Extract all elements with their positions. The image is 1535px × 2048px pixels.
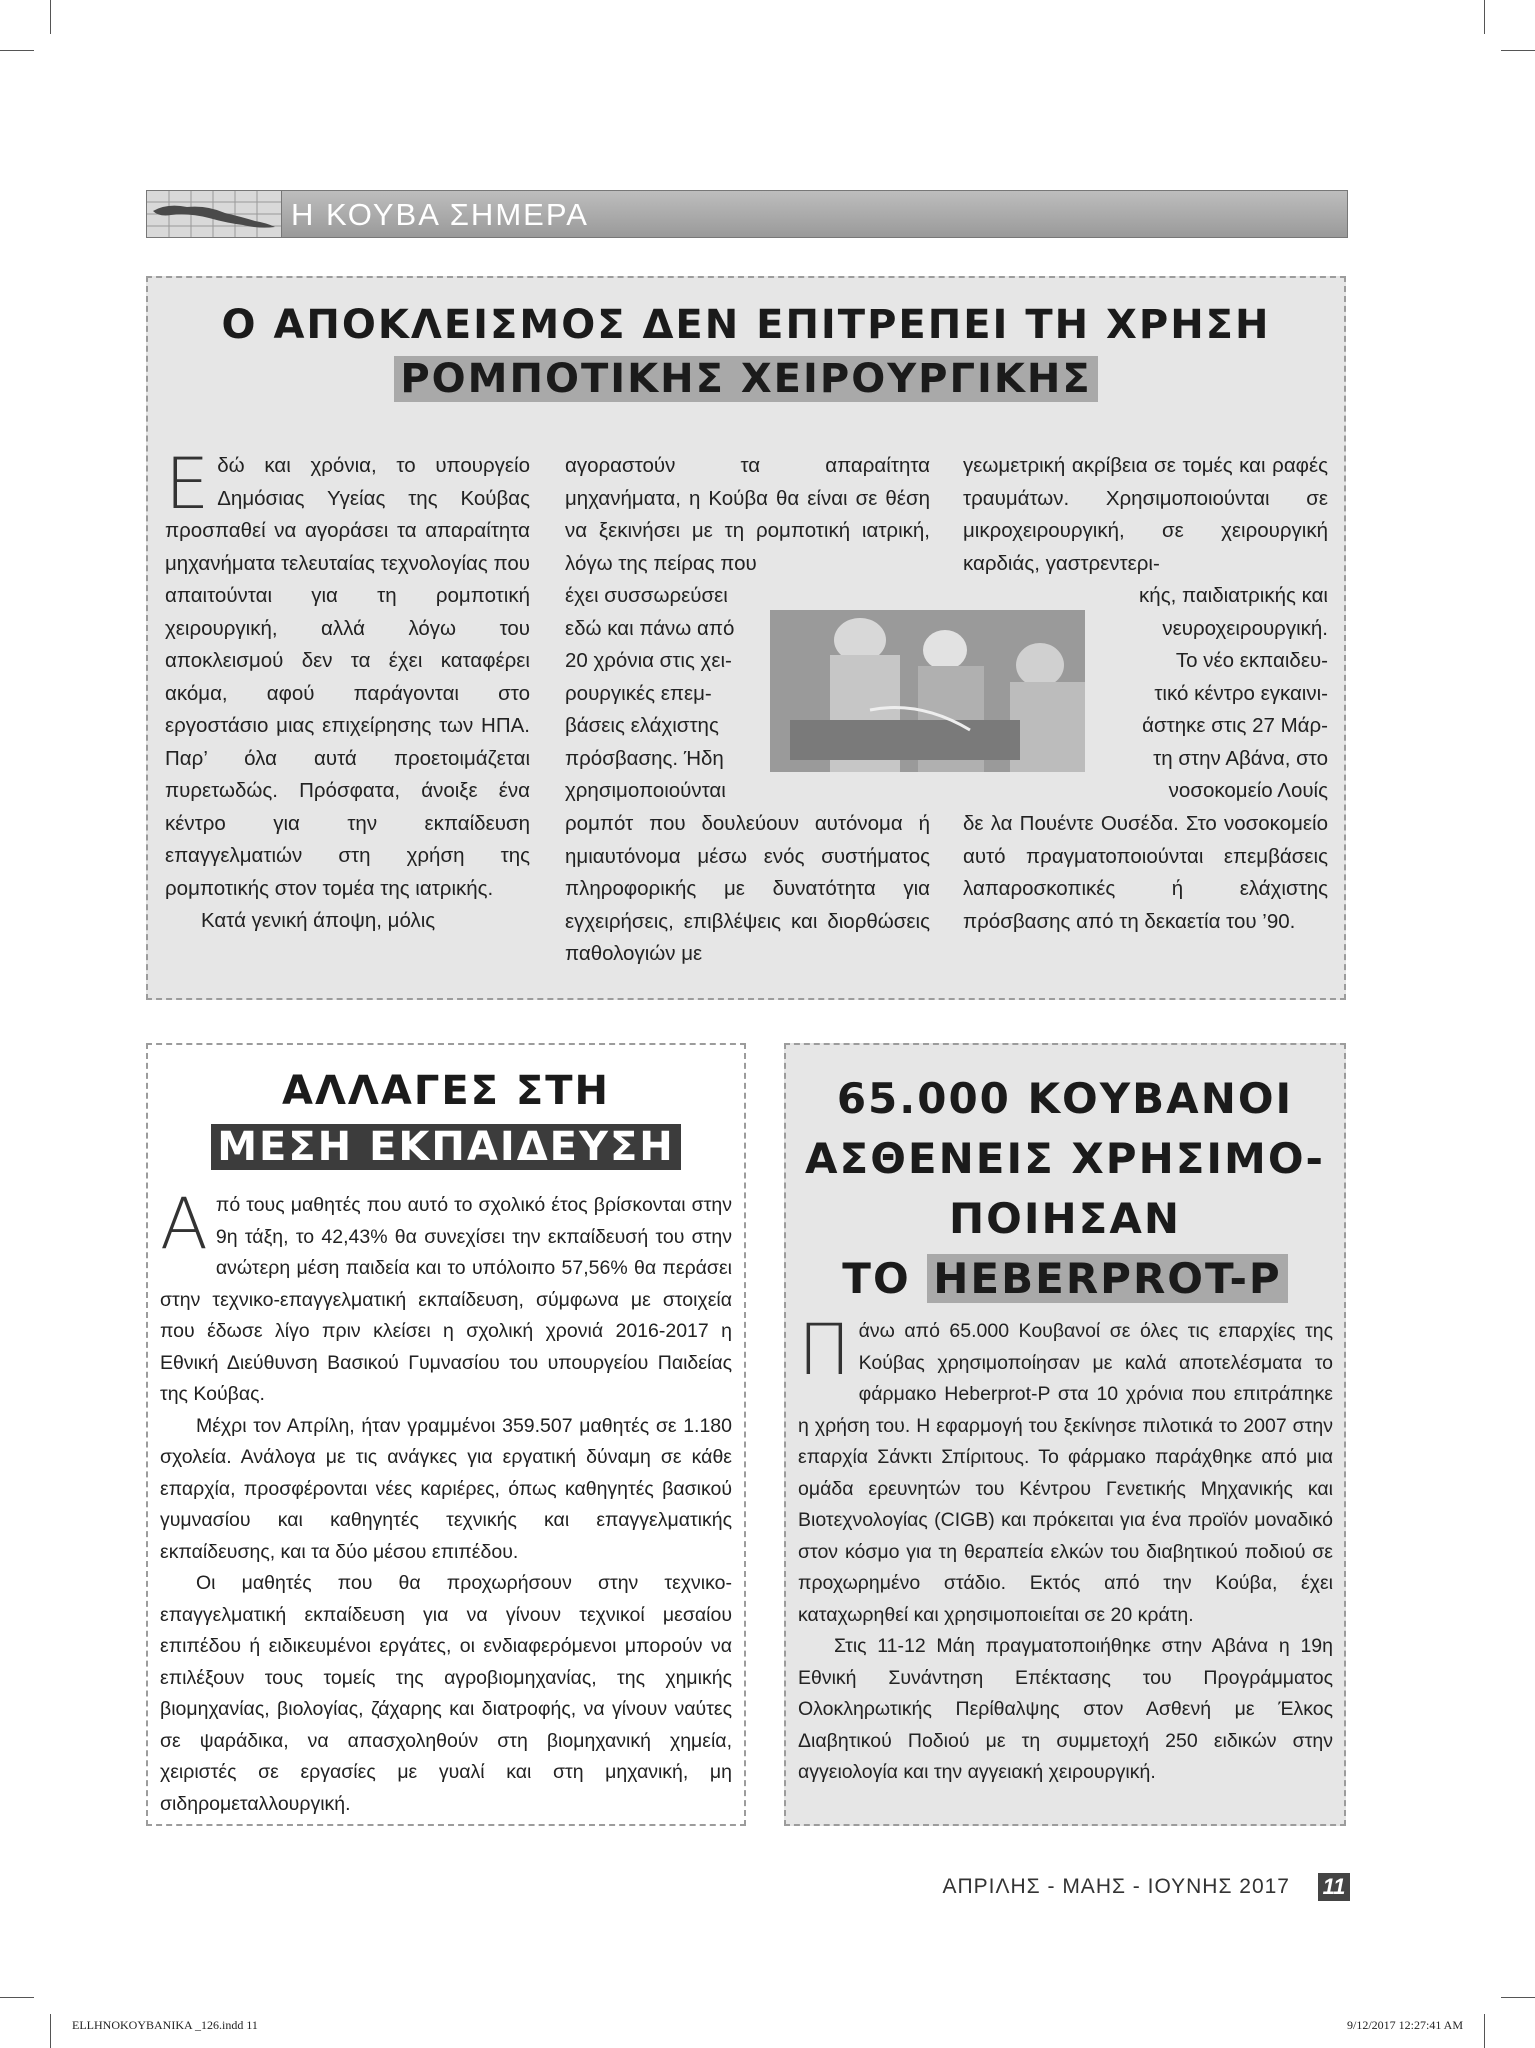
article1-title-line2: ΡΟΜΠΟΤΙΚΗΣ ΧΕΙΡΟΥΡΓΙΚΗΣ [394,356,1097,402]
crop-mark [0,50,34,51]
article3-title-line2: ΑΣΘΕΝΕΙΣ ΧΡΗΣΙΜΟ- [805,1134,1325,1183]
article1-title-line1: Ο ΑΠΟΚΛΕΙΣΜΟΣ ΔΕΝ ΕΠΙΤΡΕΠΕΙ ΤΗ ΧΡΗΣΗ [221,302,1271,348]
wrap-line: τικό κέντρο εγκαινι- [1154,681,1328,705]
article1-col2-text: αγοραστούν τα απαραίτητα μηχανήματα, η Κούβα θα είναι σε θέση να ξεκινήσει με τη ρομποτική ιατρική, λόγω της πείρας που [565,454,930,575]
article2-title-line2: ΜΕΣΗ ΕΚΠΑΙΔΕΥΣΗ [211,1124,681,1170]
drop-cap: Α [160,1183,208,1265]
wrap-line: ρουργικές επεμ- [565,681,712,705]
section-title: Η ΚΟΥΒΑ ΣΗΜΕΡΑ [291,197,589,232]
article3-body [798,1309,1333,1789]
article3-title-line1: 65.000 ΚΟΥΒΑΝΟΙ [836,1074,1294,1123]
article1-column2-wrap [565,580,763,808]
article1-column1 [165,443,530,938]
wrap-line: εδώ και πάνω από [565,616,735,640]
crop-mark [0,1997,34,1998]
crop-mark [1501,1997,1535,1998]
article3-title-line4a: ΤΟ [842,1254,911,1303]
article3-p2: Στις 11-12 Μάη πραγματοποιήθηκε στην Αβάνα η 19η Εθνική Συνάντηση Επέκτασης του Προγράμματος Ολοκληρωτικής Περίθαλψης στον Ασθενή με Έλκος Διαβητικού Ποδιού με τη συμμετοχή 250 ειδικών στην αγγειολογία και την αγγειακή χειρουργική. [798,1635,1333,1783]
wrap-line: τη στην Αβάνα, στο [1153,746,1328,770]
wrap-line: πρόσβασης. Ήδη [565,746,724,770]
surgery-photo-icon [770,610,1085,772]
issue-date: ΑΠΡΙΛΗΣ - ΜΑΗΣ - ΙΟΥΝΗΣ 2017 [942,1875,1290,1898]
file-slug: ELLHNOKOYBANIKA _126.indd 11 [72,2018,258,2032]
print-timestamp: 9/12/2017 12:27:41 AM [1346,2018,1463,2032]
wrap-line: κής, παιδιατρικής και [1139,584,1328,607]
article2-body [160,1183,732,1820]
article1-column3-bottom [963,808,1328,938]
drop-cap: Ε [165,443,210,525]
article1-title [148,298,1344,406]
wrap-line: 20 χρόνια στις χει- [565,649,732,672]
article1-column3-top [963,450,1328,580]
crop-mark [50,0,51,34]
wrap-line: νοσοκομείο Λουίς [1168,779,1328,802]
article1-col1-text2: Κατά γενική άποψη, μόλις [201,909,436,932]
article1-col1-text: δώ και χρόνια, το υπουργείο Δημόσιας Υγείας της Κούβας προσπαθεί να αγοράσει τα απαραίτητα μηχανήματα τελευταίας τεχνολογίας που απαιτούνται για τη ρομποτική χειρουργική, αλλά λόγω του αποκλεισμού δεν τα έχει καταφέρει ακόμα, αφού παράγονται στο εργοστάσιο μιας επιχείρησης των ΗΠΑ. Παρ’ όλα αυτά προετοιμάζεται πυρετωδώς. Πρόσφατα, άνοιξε ένα κέντρο για την εκπαίδευση επαγγελματιών στη χρήση της ρομποτικής στον τομέα της ιατρικής. [165,454,530,900]
crop-mark [1484,0,1485,34]
cuba-map-icon [147,191,282,237]
article1-col2-text3: ρομπότ που δουλεύουν αυτόνομα ή ημιαυτόνομα μέσω ενός συστήματος πληροφορικής με δυνατότητα για εγχειρήσεις, επιβλέψεις και διορθώσεις παθολογιών με [565,812,930,965]
crop-mark [1501,50,1535,51]
wrap-line: άστηκε στις 27 Μάρ- [1142,714,1328,737]
article1-column2-top [565,450,930,580]
article3-title [786,1069,1344,1309]
article1-col3-text3: δε λα Πουέντε Ουσέδα. Στο νοσοκομείο αυτό πραγματοποιούνται επεμβάσεις λαπαροσκοπικές ή ελάχιστης πρόσβασης από τη δεκαετία του ’90. [963,812,1328,933]
article2-p2: Μέχρι τον Απρίλη, ήταν γραμμένοι 359.507 μαθητές σε 1.180 σχολεία. Ανάλογα με τις ανάγκες για εργατική δύναμη σε κάθε επαρχία, προσφέρονται νέες καριέρες, όπως καθηγητές βασικού γυμνασίου και καθηγητές τεχνικής και επαγγελματικής εκπαίδευσης, και τα δύο μέσου επιπέδου. [160,1414,732,1563]
wrap-line: βάσεις ελάχιστης [565,714,719,737]
crop-mark [1484,2014,1485,2048]
article2-p3: Οι μαθητές που θα προχωρήσουν στην τεχνικο-επαγγελματική εκπαίδευση για να γίνουν τεχνικοί μεσαίου επιπέδου ή ειδικευμένοι εργάτες, οι ενδιαφερόμενοι μπορούν να επιλέξουν τους τομείς της αγροβιομηχανίας, της χημικής βιομηχανίας, βιολογίας, ζάχαρης και διατροφής, να γίνουν ναύτες σε ψαράδικα, να απασχοληθούν στη βιομηχανική χημεία, χειριστές σε εργασίες με γυαλί και στη μηχανική, μη σιδηρομεταλλουργική. [160,1572,732,1815]
article2-title [148,1063,744,1175]
wrap-line: νευροχειρουργική. [1162,616,1328,640]
page-number: 11 [1318,1873,1350,1901]
section-header [146,190,1348,238]
drop-cap: Π [798,1309,851,1391]
article2-p1: πό τους μαθητές που αυτό το σχολικό έτος βρίσκονται στην 9η τάξη, το 42,43% θα συνεχίσει την εκπαίδευσή του στην ανώτερη μέση παιδεία και το υπόλοιπο 57,56% θα περάσει στην τεχνικο-επαγγελματική εκπαίδευση, σύμφωνα με στοιχεία που έδωσε λίγο πριν κλείσει η σχολική χρονιά 2016-2017 η Εθνική Διεύθυνση Βασικού Γυμνασίου του υπουργείου Παιδείας της Κούβας. [160,1194,732,1405]
article3-p1: άνω από 65.000 Κουβανοί σε όλες τις επαρχίες της Κούβας χρησιμοποίησαν με καλά αποτελέσματα το φάρμακο Heberprot-P στα 10 χρόνια που επιτράπηκε η χρήση του. Η εφαρμογή του ξεκίνησε πιλοτικά το 2007 στην επαρχία Σάνκτι Σπίριτους. Το φάρμακο παράχθηκε από μια ομάδα ερευνητών του Κέντρου Γενετικής Μηχανικής και Βιοτεχνολογίας (CIGB) και πρόκειται για ένα προϊόν μοναδικό στον κόσμο για τη θεραπεία ελκών του διαβητικού ποδιού σε προχωρημένο στάδιο. Εκτός από την Κούβα, έχει καταχωρηθεί και χρησιμοποιείται σε 20 κράτη. [798,1320,1333,1626]
crop-mark [50,2014,51,2048]
wrap-line: χρησιμοποιούνται [565,779,726,802]
wrap-line: Το νέο εκπαιδευ- [1175,649,1328,672]
article1-column3-wrap [1100,580,1328,808]
article1-col3-text: γεωμετρική ακρίβεια σε τομές και ραφές τραυμάτων. Χρησιμοποιούνται σε μικροχειρουργική, σε χειρουργική καρδιάς, γαστρεντερι- [963,454,1328,575]
article3-title-drug: HEBERPROT-P [927,1254,1287,1303]
article2-title-line1: ΑΛΛΑΓΕΣ ΣΤΗ [282,1068,610,1114]
article3-title-line3: ΠΟΙΗΣΑΝ [949,1194,1181,1243]
article1-column2-bottom [565,808,930,971]
wrap-line: έχει συσσωρεύσει [565,584,728,607]
